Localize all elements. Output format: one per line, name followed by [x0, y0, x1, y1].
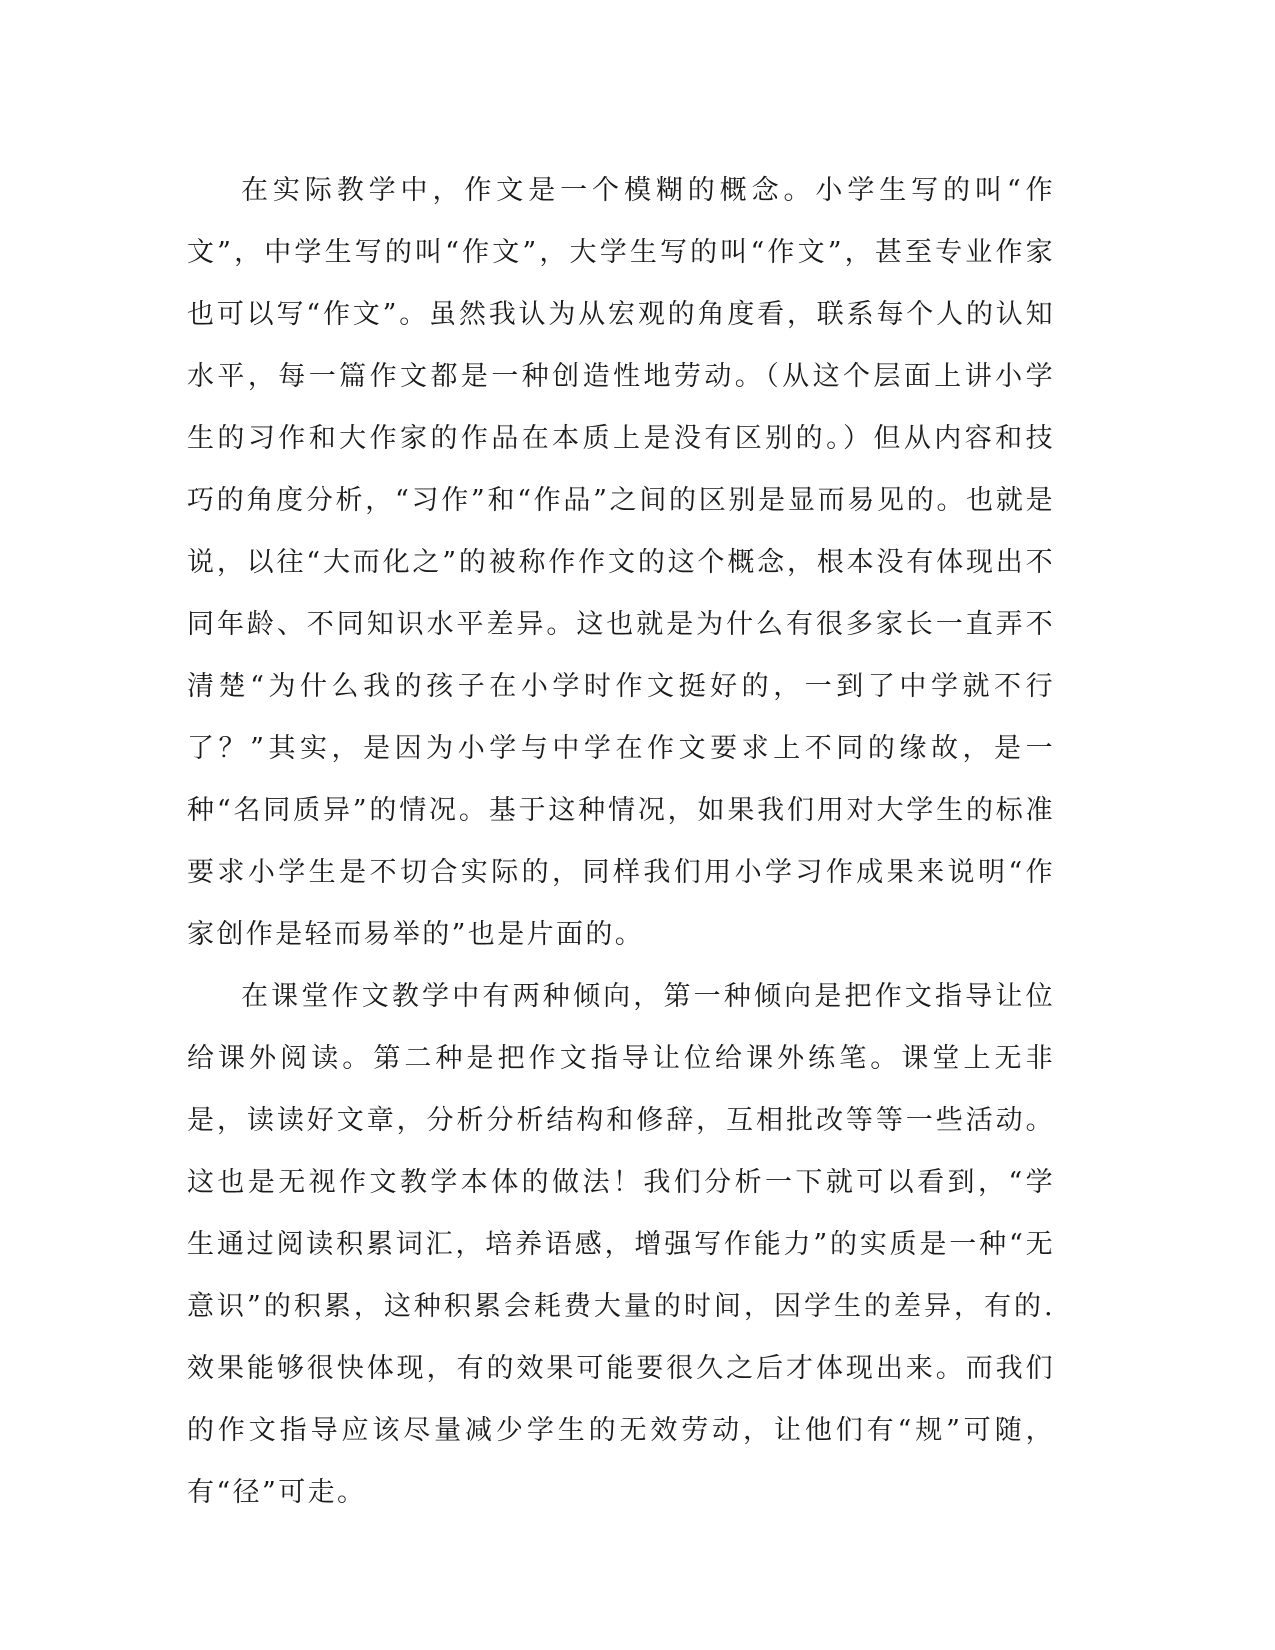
- paragraph-2: 在课堂作文教学中有两种倾向，第一种倾向是把作文指导让位给课外阅读。第二种是把作文指导让位给课外练笔。课堂上无非是，读读好文章，分析分析结构和修辞，互相批改等等一些活动。这也是无视作文教学本体的做法！我们分析一下就可以看到，“学生通过阅读积累词汇，培养语感，增强写作能力”的实质是一种“无意识”的积累，这种积累会耗费大量的时间，因学生的差异，有的.效果能够很快体现，有的效果可能要很久之后才体现出来。而我们的作文指导应该尽量减少学生的无效劳动，让他们有“规”可随，有“径”可走。: [187, 981, 1055, 1508]
- body-text: [187, 160, 1055, 1524]
- paragraph-1: 在实际教学中，作文是一个模糊的概念。小学生写的叫“作文”，中学生写的叫“作文”，大学生写的叫“作文”，甚至专业作家也可以写“作文”。虽然我认为从宏观的角度看，联系每个人的认知水平，每一篇作文都是一种创造性地劳动。（从这个层面上讲小学生的习作和大作家的作品在本质上是没有区别的。）但从内容和技巧的角度分析，“习作”和“作品”之间的区别是显而易见的。也就是说，以往“大而化之”的被称作作文的这个概念，根本没有体现出不同年龄、不同知识水平差异。这也就是为什么有很多家长一直弄不清楚“为什么我的孩子在小学时作文挺好的，一到了中学就不行了？”其实，是因为小学与中学在作文要求上不同的缘故，是一种“名同质异”的情况。基于这种情况，如果我们用对大学生的标准要求小学生是不切合实际的，同样我们用小学习作成果来说明“作家创作是轻而易举的”也是片面的。: [187, 175, 1055, 950]
